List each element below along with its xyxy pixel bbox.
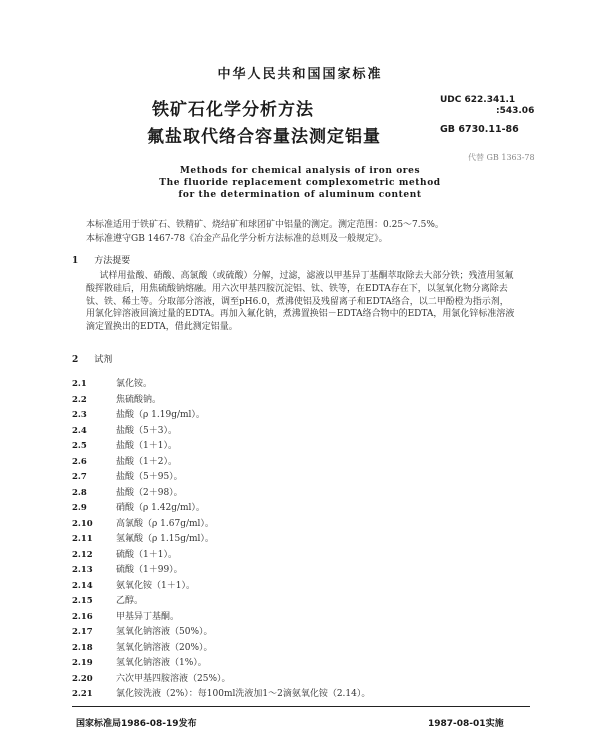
reagent-text: 氢氧化钠溶液（1%）。 [116,658,207,668]
reagent-text: 氯化铵洗液（2%）：每100ml洗液加1～2滴氨氧化铵（2.14）。 [116,689,371,699]
reagent-item [72,516,214,529]
reagent-text: 氢氟酸（ρ 1.15g/ml）。 [116,534,214,544]
reagent-item [72,531,214,544]
reagent-text: 盐酸（5＋3）。 [116,425,177,436]
reagent-number: 2.20 [72,673,93,684]
footer-rule [72,706,530,707]
reagent-text: 高氯酸（ρ 1.67g/ml）。 [116,518,214,529]
reagent-item [72,376,152,389]
reagent-item [72,609,179,622]
reagent-item [72,438,177,451]
reagent-text: 盐酸（1＋2）。 [116,456,177,467]
reagent-text: 硫酸（1＋1）。 [116,549,177,560]
reagent-item [72,469,183,482]
reagent-text: 盐酸（1＋1）。 [116,441,177,451]
reagent-item [72,454,177,467]
reagent-text: 焦硫酸钠。 [116,394,162,405]
reagent-number: 2.1 [72,379,87,389]
reagent-number: 2.4 [72,425,87,436]
udc-line-2: :543.06 [496,106,535,116]
reagent-number: 2.10 [72,518,93,529]
reagent-item [72,578,195,591]
replaces-note: 代替 GB 1363-78 [468,153,535,162]
intro-scope: 本标准适用于铁矿石、铁精矿、烧结矿和球团矿中铝量的测定。测定范围：0.25～7.5%。 [86,220,444,230]
reagent-text: 盐酸（ρ 1.19g/ml）。 [116,410,205,420]
english-title-line-3: for the determination of aluminum content [178,190,422,200]
reagent-item [72,686,370,699]
reagent-item [72,655,207,668]
reagent-item [72,407,205,420]
reagent-item [72,624,213,637]
reagent-item [72,671,231,684]
reagent-text: 甲基异丁基酮。 [116,611,180,622]
udc-code [440,95,534,117]
reagent-item [72,392,161,405]
section-1-title: 方法提要 [94,256,131,266]
intro-compliance: 本标准遵守GB 1467-78《冶金产品化学分析方法标准的总则及一般规定》。 [86,234,388,244]
reagent-number: 2.3 [72,410,87,420]
reagent-number: 2.16 [72,611,93,622]
gb-number: GB 6730.11-86 [440,124,519,135]
reagent-number: 2.5 [72,441,87,451]
english-title-line-2: The fluoride replacement complexometric method [159,178,441,188]
reagent-number: 2.12 [72,549,93,560]
udc-line-1: UDC 622.341.1 [440,95,516,105]
reagent-number: 2.7 [72,472,87,482]
reagent-number: 2.18 [72,642,93,653]
reagent-number: 2.21 [72,689,93,699]
reagent-number: 2.6 [72,456,87,467]
reagent-number: 2.15 [72,596,93,606]
english-title-line-1: Methods for chemical analysis of iron ores [179,166,421,176]
reagent-item [72,640,213,653]
reagent-item [72,485,183,498]
reagent-text: 硫酸（1＋99）。 [116,565,183,575]
reagent-number: 2.17 [72,627,93,637]
reagent-number: 2.13 [72,565,93,575]
reagent-text: 盐酸（2＋98）。 [116,487,183,498]
reagent-item [72,423,177,436]
reagent-text: 氢氧化钠溶液（20%）。 [116,642,213,653]
reagent-text: 氯化铵。 [116,379,153,389]
document-header: 中华人民共和国国家标准 [217,67,383,82]
reagent-text: 硝酸（ρ 1.42g/ml）。 [116,503,205,513]
reagent-text: 六次甲基四胺溶液（25%）。 [116,673,231,684]
title-line-1: 铁矿石化学分析方法 [152,100,314,120]
reagent-number: 2.2 [72,394,87,405]
section-2-number: 2 [72,355,79,365]
reagent-text: 盐酸（5＋95）。 [116,472,183,482]
reagent-number: 2.9 [72,503,87,513]
section-2-heading [72,352,112,365]
issued-date: 国家标准局1986-08-19发布 [76,719,197,729]
reagent-number: 2.14 [72,580,93,591]
section-1-number: 1 [72,256,79,266]
reagent-item [72,562,183,575]
reagent-text: 氢氧化钠溶液（50%）。 [116,627,213,637]
section-1-heading [72,253,130,266]
reagent-item [72,547,177,560]
reagent-number: 2.8 [72,487,87,498]
reagent-number: 2.11 [72,534,93,544]
reagent-item [72,593,143,606]
reagent-text: 乙醇。 [116,596,144,606]
reagent-number: 2.19 [72,658,93,668]
title-line-2: 氟盐取代络合容量法测定铝量 [147,127,381,147]
reagent-item [72,500,205,513]
section-2-title: 试剂 [94,355,113,365]
effective-date: 1987-08-01实施 [428,719,504,729]
reagent-text: 氨氧化铵（1＋1）。 [116,580,195,591]
section-1-text: 试样用盐酸、硝酸、高氯酸（或硫酸）分解，过滤，滤液以甲基异丁基酮萃取除去大部分铁；残渣用氢氟酸挥散硅后，用焦硫酸钠熔融。用六次甲基四胺沉淀铝、钛、铁等，在EDTA存在下，以氢氧化物分离除去钛、铁、稀土等。分取部分溶液，调至pH6.0，煮沸使铝及残留离子和EDTA络合，以二甲酚橙为指示剂，用氯化锌溶液回滴过量的EDTA。再加入氟化钠，煮沸置换铝－EDTA络合物中的EDTA，用氯化锌标准溶液滴定置换出的EDTA，借此测定铝量。 [86,271,515,333]
